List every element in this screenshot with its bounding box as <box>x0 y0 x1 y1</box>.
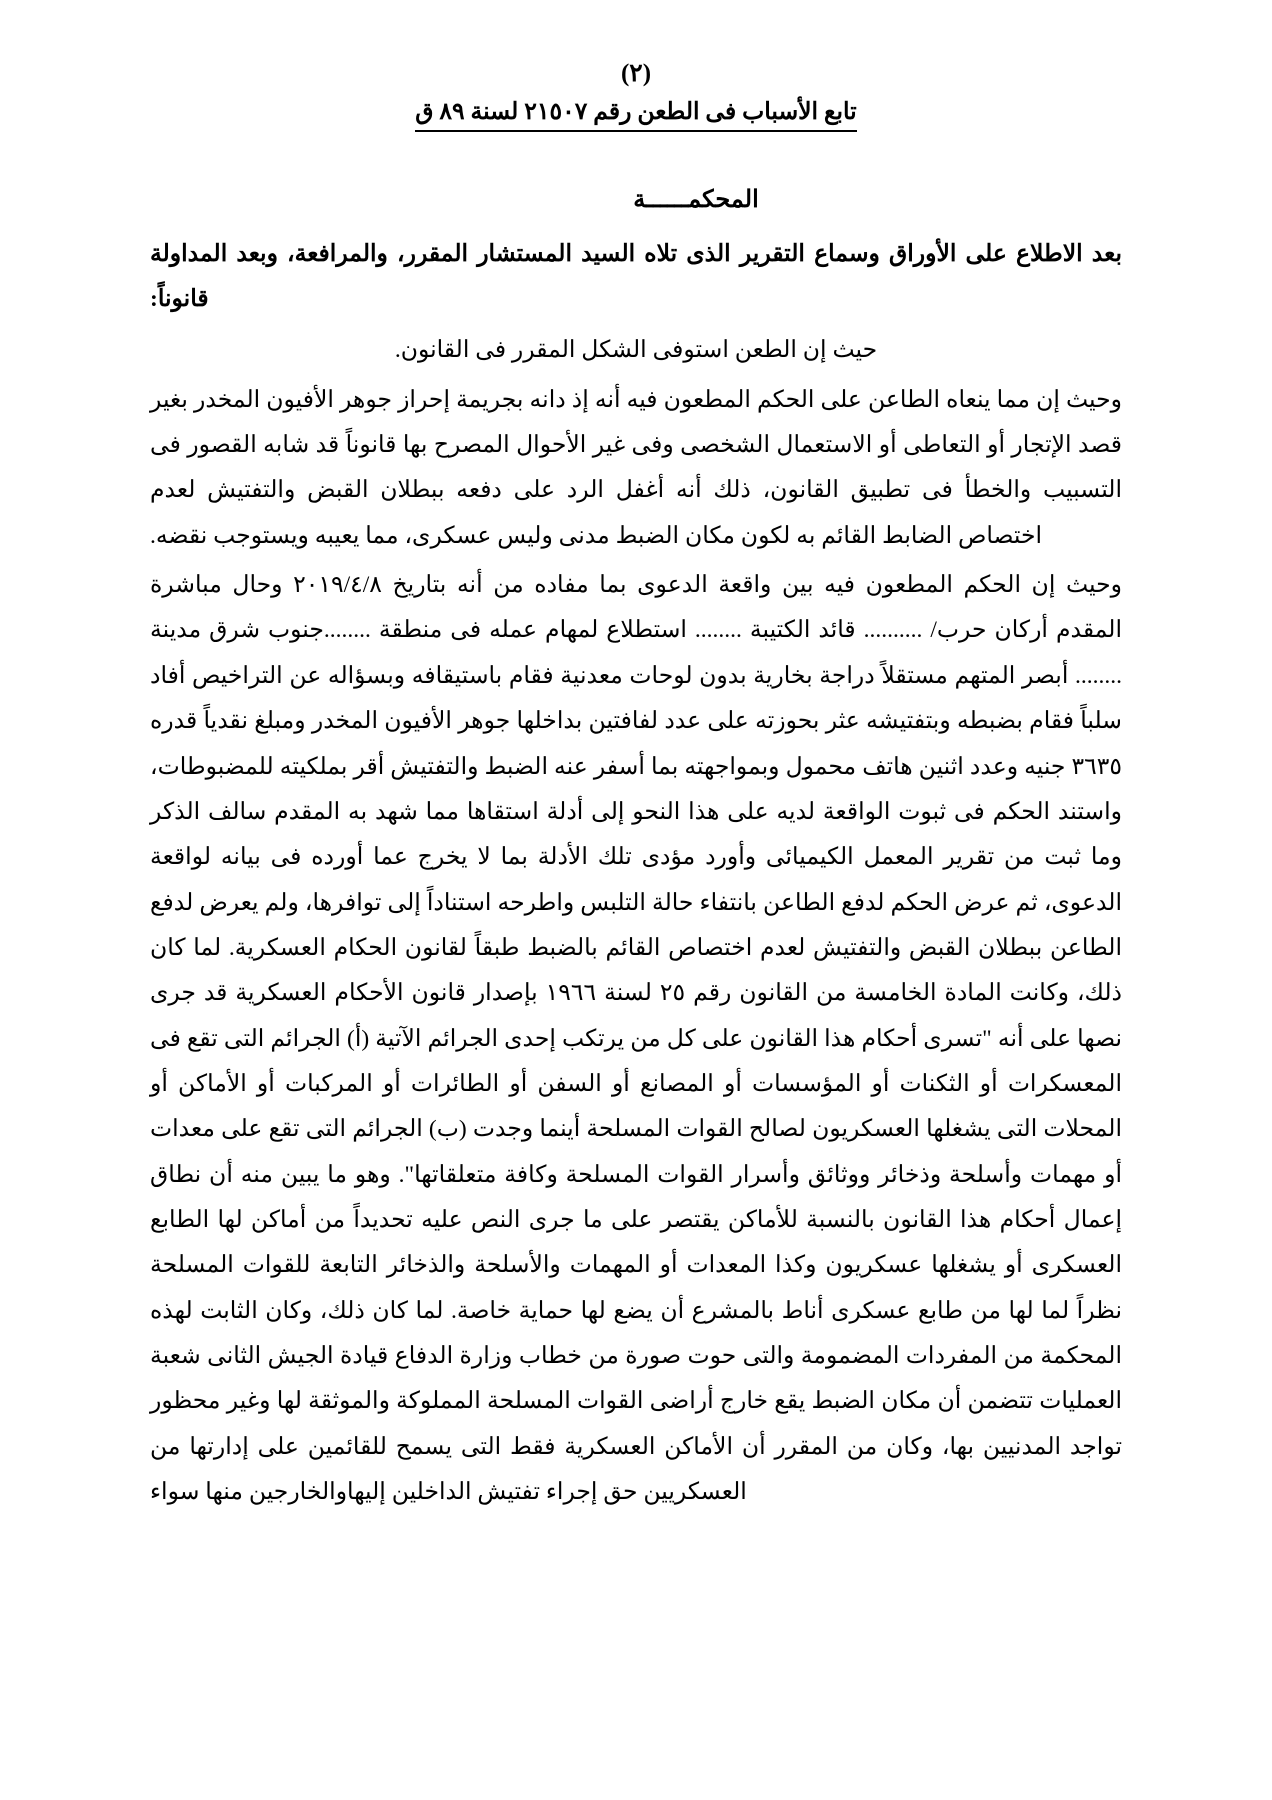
page-number: (٢) <box>620 60 652 87</box>
paragraph-facts-of-case: وحيث إن الحكم المطعون فيه بين واقعة الدعوى بما مفاده من أنه بتاريخ ٢٠١٩/٤/٨ وحال مباشرة المقدم أركان حرب/ .......... قائد الكتيبة ........ استطلاع لمهام عمله فى منطقة ........جنوب شرق مدينة ........ أبصر المتهم مستقلاً دراجة بخارية بدون لوحات معدنية فقام باستيقافه وبسؤاله عن التراخيص أفاد سلباً فقام بضبطه وبتفتيشه عثر بحوزته على عدد لفافتين بداخلها جوهر الأفيون المخدر ومبلغ نقدياً قدره ٣٦٣٥ جنيه وعدد اثنين هاتف محمول وبمواجهته بما أسفر عنه الضبط والتفتيش أقر بملكيته للمضبوطات، واستند الحكم فى ثبوت الواقعة لديه على هذا النحو إلى أدلة استقاها مما شهد به المقدم سالف الذكر وما ثبت من تقرير المعمل الكيميائى وأورد مؤدى تلك الأدلة بما لا يخرج عما أورده فى بيانه لواقعة الدعوى، ثم عرض الحكم لدفع الطاعن بانتفاء حالة التلبس واطرحه استناداً إلى توافرها، ولم يعرض لدفع الطاعن ببطلان القبض والتفتيش لعدم اختصاص القائم بالضبط طبقاً لقانون الحكام العسكرية. لما كان ذلك، وكانت المادة الخامسة من القانون رقم ٢٥ لسنة ١٩٦٦ بإصدار قانون الأحكام العسكرية قد جرى نصها على أنه "تسرى أحكام هذا القانون على كل من يرتكب إحدى الجرائم الآتية (أ) الجرائم التى تقع فى المعسكرات أو الثكنات أو المؤسسات أو المصانع أو السفن أو الطائرات أو المركبات أو الأماكن أو المحلات التى يشغلها العسكريون لصالح القوات المسلحة أينما وجدت (ب) الجرائم التى تقع على معدات أو مهمات وأسلحة وذخائر ووثائق وأسرار القوات المسلحة وكافة متعلقاتها". وهو ما يبين منه أن نطاق إعمال أحكام هذا القانون بالنسبة للأماكن يقتصر على ما جرى النص عليه تحديداً من أماكن لها الطابع العسكرى أو يشغلها عسكريون وكذا المعدات أو المهمات والأسلحة والذخائر التابعة للقوات المسلحة نظراً لما لها من طابع عسكرى أناط بالمشرع أن يضع لها حماية خاصة. لما كان ذلك، وكان الثابت لهذه المحكمة من المفردات المضمومة والتى حوت صورة من خطاب وزارة الدفاع قيادة الجيش الثانى شعبة العمليات تتضمن أن مكان الضبط يقع خارج أراضى القوات المسلحة المملوكة والموثقة لها وغير محظور تواجد المدنيين بها، وكان من المقرر أن الأماكن العسكرية فقط التى يسمح للقائمين على إدارتها من العسكريين حق إجراء تفتيش الداخلين إليهاوالخارجين منها سواء <box>150 572 1122 1505</box>
paragraph-appeal-form: حيث إن الطعن استوفى الشكل المقرر فى القانون. <box>394 337 878 364</box>
intro-paragraph: بعد الاطلاع على الأوراق وسماع التقرير الذى تلاه السيد المستشار المقرر، والمرافعة، وبعد المداولة قانوناً: <box>150 241 1122 313</box>
case-reference-container <box>150 97 1122 132</box>
court-heading: المحكمــــــة <box>633 186 759 213</box>
paragraph-grounds-of-appeal: وحيث إن مما ينعاه الطاعن على الحكم المطعون فيه أنه إذ دانه بجريمة إحراز جوهر الأفيون المخدر بغير قصد الإتجار أو التعاطى أو الاستعمال الشخصى وفى غير الأحوال المصرح بها قانوناً قد شابه القصور فى التسبيب والخطأ فى تطبيق القانون، ذلك أنه أغفل الرد على دفعه ببطلان القبض والتفتيش لعدم اختصاص الضابط القائم به لكون مكان الضبط مدنى وليس عسكرى، مما يعيبه ويستوجب نقضه. <box>150 386 1122 549</box>
case-reference-heading: تابع الأسباب فى الطعن رقم ٢١٥٠٧ لسنة ٨٩ ق <box>415 97 856 132</box>
